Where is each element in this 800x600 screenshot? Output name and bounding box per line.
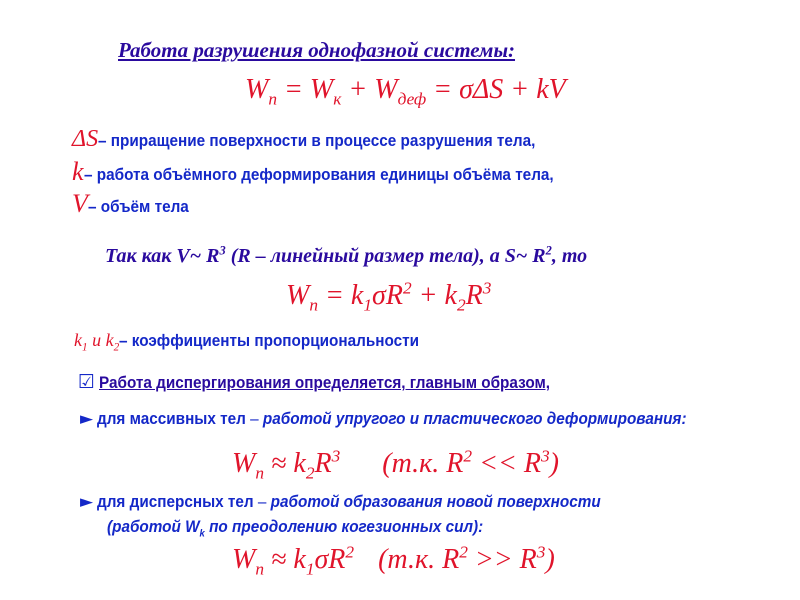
formula4-part: (т.к. R [378, 544, 460, 575]
cont-sub: k [199, 527, 205, 540]
def-text: – работа объёмного деформирования единицы объёма тела, [83, 165, 554, 184]
formula2-part: R [465, 280, 483, 311]
def-text: – объём тела [87, 197, 189, 216]
bullet-triangle-icon: ► [80, 492, 94, 512]
formula2-sub: 1 [363, 295, 373, 315]
formula1-sub-k: к [333, 89, 342, 109]
bullet-triangle-icon: ► [80, 409, 94, 429]
formula-work-destruction [245, 74, 566, 109]
formula1-part: = W [277, 74, 334, 105]
formula2-sup: 2 [402, 278, 412, 298]
formula3-part: ) [549, 448, 559, 479]
checkbox-icon: ☑ [78, 371, 96, 393]
slide-title: Работа разрушения однофазной системы: [118, 38, 516, 62]
formula3-part: (т.к. R [382, 448, 464, 479]
formula1-w: W [245, 74, 269, 105]
formula4-sub: 1 [305, 559, 315, 579]
bullet-disperse [80, 492, 657, 512]
since-part: , то [551, 245, 588, 267]
coef-sub: 1 [82, 341, 88, 354]
formula3-part: W [232, 448, 256, 479]
cont-part: по преодолению когезионных сил): [204, 517, 484, 536]
cont-part: (работой W [107, 517, 200, 536]
coef-text: – коэффициенты пропорциональности [119, 331, 420, 350]
formula2-part: σR [372, 280, 403, 311]
def-v [72, 189, 200, 219]
formula1-part: = σΔS + kV [426, 74, 566, 105]
bullet-dash: – [253, 492, 271, 511]
checkbox-text: Работа диспергирования определяется, главным образом, [99, 373, 551, 392]
formula4-part: ≈ k [264, 544, 306, 575]
bullet-dash: – [245, 409, 263, 428]
coef-k: k [74, 330, 82, 350]
bullet-disperse-cont [107, 517, 525, 540]
formula4-part: W [232, 544, 256, 575]
formula2-part: = k [318, 280, 364, 311]
def-symbol: k [72, 157, 84, 186]
since-sup: 3 [219, 243, 226, 258]
formula2-sup: 3 [482, 278, 492, 298]
since-part: Так как V~ R [105, 245, 220, 267]
formula4-sup: 3 [536, 542, 546, 562]
formula2-part: W [286, 280, 310, 311]
formula1-sub-n: п [268, 89, 278, 109]
formula4-part: >> R [467, 544, 537, 575]
formula3-sup: 3 [540, 446, 550, 466]
formula-disperse [232, 542, 555, 579]
bullet-massive [80, 409, 752, 429]
formula4-part: σR [314, 544, 346, 575]
coef-and: и k [87, 330, 114, 350]
bullet-lead: для дисперсных тел [97, 492, 254, 511]
bullet-rest: работой образования новой поверхности [270, 492, 601, 511]
formula3-sup: 2 [463, 446, 473, 466]
def-symbol: ΔS [72, 126, 99, 152]
bullet-rest: работой упругого и пластического деформирования: [262, 409, 687, 428]
formula4-part: ) [545, 544, 555, 575]
def-text: – приращение поверхности в процессе разрушения тела, [98, 131, 536, 150]
formula3-part: << R [472, 448, 541, 479]
formula-scaling [286, 278, 492, 315]
since-sup: 2 [545, 243, 552, 258]
formula3-sub: 2 [305, 463, 315, 483]
formula3-sub: п [255, 463, 265, 483]
formula3-part: R [314, 448, 332, 479]
formula4-sup: 2 [345, 542, 355, 562]
def-delta-s [72, 126, 584, 153]
bullet-lead: для массивных тел [97, 409, 246, 428]
since-part: (R – линейный размер тела), а S~ R [225, 245, 546, 267]
formula3-sup: 3 [331, 446, 341, 466]
checkbox-line [78, 371, 600, 393]
formula2-sub: п [309, 295, 319, 315]
formula4-sub: п [255, 559, 265, 579]
formula2-sub: 2 [456, 295, 466, 315]
formula1-sub-def: деф [397, 89, 427, 109]
formula4-sup: 2 [459, 542, 468, 562]
def-symbol: V [72, 189, 88, 218]
coef-line [74, 330, 453, 354]
since-line [105, 245, 587, 268]
coef-sub: 2 [113, 341, 120, 354]
formula-massive [232, 446, 559, 483]
formula1-part: + W [341, 74, 398, 105]
formula3-part: ≈ k [264, 448, 306, 479]
def-k [72, 157, 605, 187]
formula2-part: + k [411, 280, 457, 311]
